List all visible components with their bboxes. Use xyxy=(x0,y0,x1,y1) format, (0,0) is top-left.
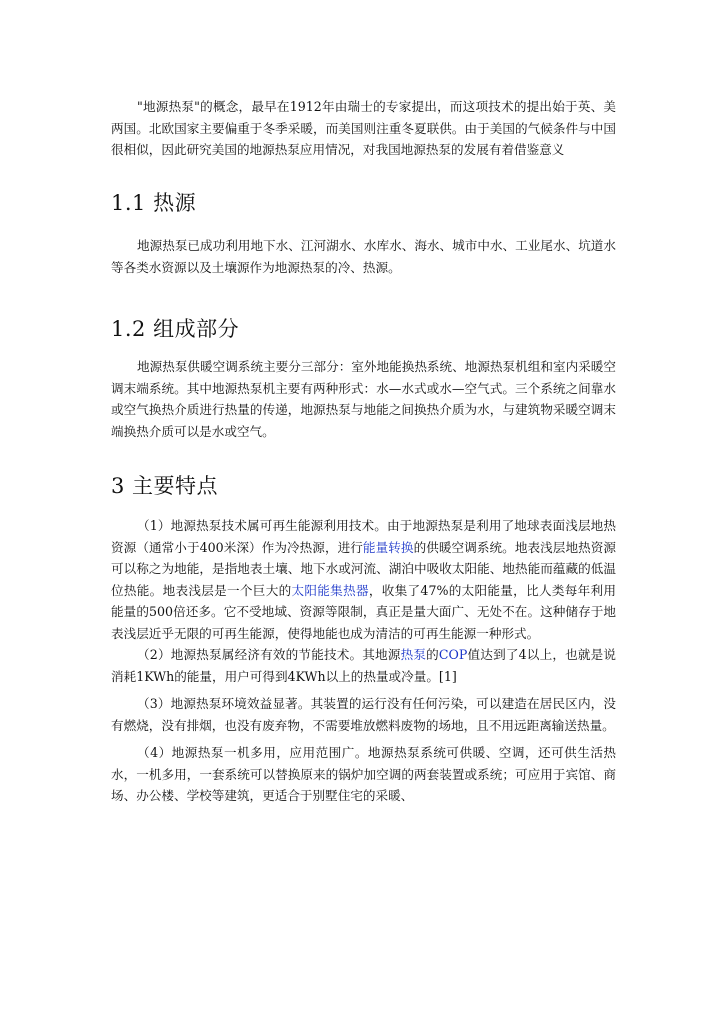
section-heading-components: 1.2 组成部分 xyxy=(111,317,240,341)
section-heading-heat-source: 1.1 热源 xyxy=(111,191,197,215)
feature-1-text-b: 的供暖空调系统。地表浅层地热资源可以称之为地能，是指地表土壤、地下水或河流、湖泊中吸收太阳能、地热能而蕴藏的低温位热能。地表浅层是一个巨大的 xyxy=(111,539,617,598)
feature-1-text-a: （1）地源热泵技术属可再生能源利用技术。由于地源热泵是利用了地球表面浅层地热资源（通常小于400米深）作为冷热源，进行 xyxy=(111,518,616,555)
feature-1-text-c: ，收集了47%的太阳能量，比人类每年利用能量的500倍还多。它不受地域、资源等限制，真正是量大面广、无处不在。这种储存于地表浅层近乎无限的可再生能源，使得地能也成为清洁的可再生能源一种形式。 xyxy=(111,582,617,641)
feature-paragraph-1 xyxy=(111,515,616,644)
link-solar-collector[interactable]: 太阳能集热器 xyxy=(291,582,369,598)
feature-paragraph-2 xyxy=(111,644,616,687)
feature-paragraph-3: （3）地源热泵环境效益显著。其装置的运行没有任何污染，可以建造在居民区内，没有燃烧，没有排烟，也没有废弃物，不需要堆放燃料废物的场地，且不用远距离输送热量。 xyxy=(111,696,616,733)
feature-2-text-a: （2）地源热泵属经济有效的节能技术。其地源 xyxy=(137,647,401,662)
feature-2-text-c: 值达到了4以上，也就是说消耗1KWh的能量，用户可得到4KWh以上的热量或冷量。[1] xyxy=(111,647,617,684)
link-energy-conversion[interactable]: 能量转换 xyxy=(362,539,414,555)
heat-source-paragraph: 地源热泵已成功利用地下水、江河湖水、水库水、海水、城市中水、工业尾水、坑道水等各类水资源以及土壤源作为地源热泵的冷、热源。 xyxy=(111,238,616,275)
link-heat-pump[interactable]: 热泵 xyxy=(400,647,427,662)
intro-paragraph: "地源热泵"的概念，最早在1912年由瑞士的专家提出，而这项技术的提出始于英、美两国。北欧国家主要偏重于冬季采暖，而美国则注重冬夏联供。由于美国的气候条件与中国很相似，因此研究美国的地源热泵应用情况，对我国地源热泵的发展有着借鉴意义 xyxy=(111,99,616,157)
feature-2-text-b: 的 xyxy=(426,647,439,662)
link-cop[interactable]: COP xyxy=(438,647,468,662)
feature-paragraph-4: （4）地源热泵一机多用，应用范围广。地源热泵系统可供暖、空调，还可供生活热水，一机多用，一套系统可以替换原来的锅炉加空调的两套装置或系统；可应用于宾馆、商场、办公楼、学校等建筑，更适合于别墅住宅的采暖、 xyxy=(111,745,616,803)
section-heading-features: 3 主要特点 xyxy=(111,474,219,498)
components-paragraph: 地源热泵供暖空调系统主要分三部分：室外地能换热系统、地源热泵机组和室内采暖空调末端系统。其中地源热泵机主要有两种形式：水—水式或水—空气式。三个系统之间靠水或空气换热介质进行热量的传递，地源热泵与地能之间换热介质为水，与建筑物采暖空调末端换热介质可以是水或空气。 xyxy=(111,359,616,439)
